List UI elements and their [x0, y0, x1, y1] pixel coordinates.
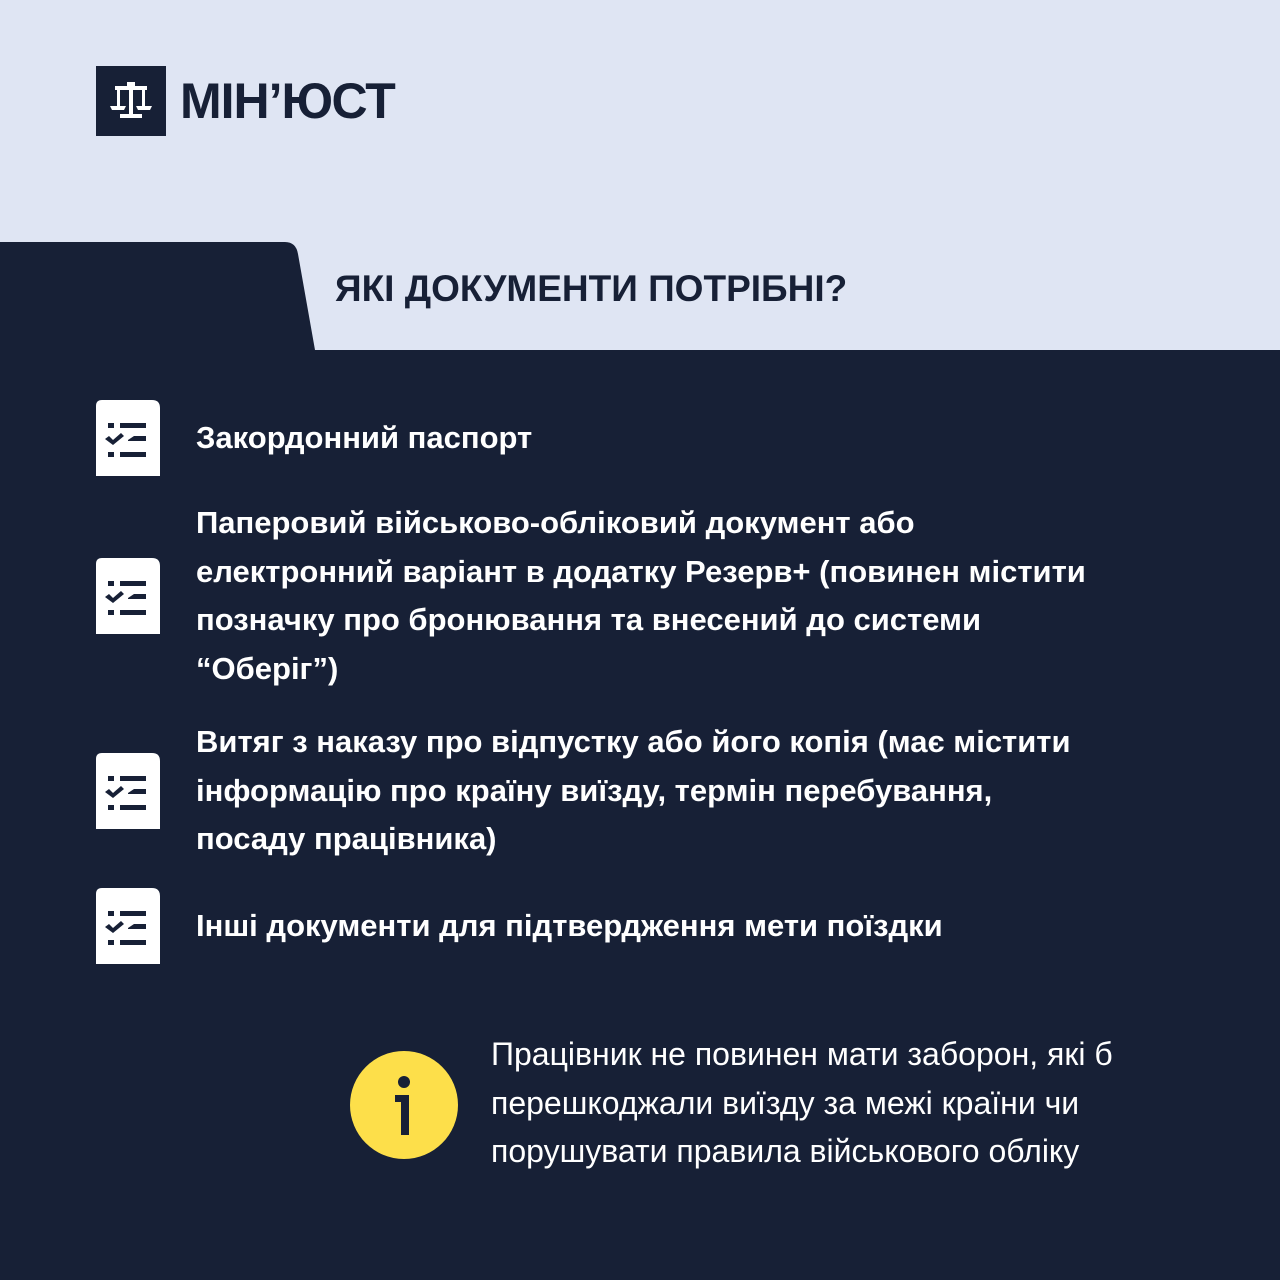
document-item-text: Паперовий військово-обліковий документ або електронний варіант в додатку Резерв+ (повинен містити позначку про бронювання та внесений до системи “Оберіг”) — [196, 505, 1086, 686]
document-item-text: Закордонний паспорт — [196, 419, 533, 455]
document-item-text: Інші документи для підтвердження мети поїздки — [196, 907, 943, 943]
checklist-icon — [96, 888, 160, 964]
document-item — [96, 888, 1096, 964]
checklist-icon — [96, 558, 160, 634]
logo-text: МІН’ЮСТ — [180, 73, 395, 129]
document-item — [96, 499, 1096, 693]
document-item-text: Витяг з наказу про відпустку або його копія (має містити інформацію про країну виїзду, термін перебування, посаду працівника) — [196, 724, 1071, 856]
info-icon — [350, 1051, 458, 1159]
document-item — [96, 400, 1096, 476]
ministry-logo — [96, 66, 395, 136]
checklist-icon — [96, 400, 160, 476]
checklist-icon — [96, 753, 160, 829]
page-title: ЯКІ ДОКУМЕНТИ ПОТРІБНІ? — [335, 268, 848, 309]
scales-icon — [96, 66, 166, 136]
document-item — [96, 718, 1096, 864]
note-text: Працівник не повинен мати заборон, які б перешкоджали виїзду за межі країни чи порушувати правила військового обліку — [491, 1036, 1113, 1169]
